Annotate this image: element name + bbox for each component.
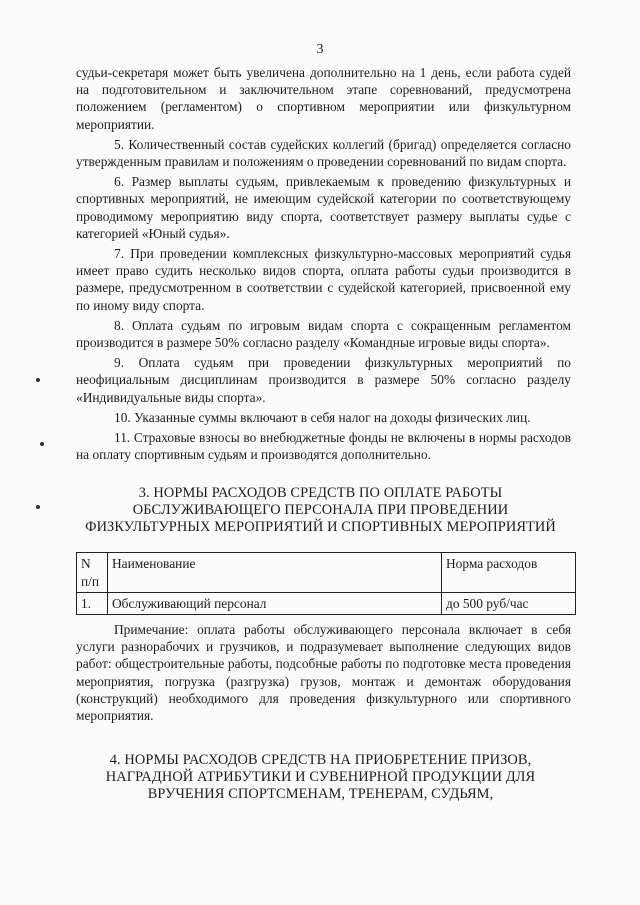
table-header-cell: Норма расходов bbox=[442, 553, 576, 592]
paragraph-9: 9. Оплата судьям при проведении физкультурных мероприятий по неофициальным дисциплинам производится в размере 50% согласно разделу «Индивидуальные виды спорта». bbox=[76, 355, 571, 405]
section-3-heading: 3. НОРМЫ РАСХОДОВ СРЕДСТВ ПО ОПЛАТЕ РАБОТЫ ОБСЛУЖИВАЮЩЕГО ПЕРСОНАЛА ПРИ ПРОВЕДЕНИИ ФИЗКУЛЬТУРНЫХ МЕРОПРИЯТИЙ И СПОРТИВНЫХ МЕРОПРИЯТИЙ bbox=[85, 485, 556, 536]
paragraph-7: 7. При проведении комплексных физкультурно-массовых мероприятий судья имеет право судить несколько видов спорта, оплата работы судьи производится в размере, предусмотренном в соответствии с судейской категорией, присвоенной ему по иному виду спорта. bbox=[76, 246, 571, 313]
paragraph-11: 11. Страховые взносы во внебюджетные фонды не включены в нормы расходов на оплату спортивным судьям и производятся дополнительно. bbox=[76, 430, 571, 463]
paragraph-continuation: судьи-секретаря может быть увеличена дополнительно на 1 день, если работа судей на подготовительном и заключительном этапе соревнований, предусмотрена положением (регламентом) о спортивном мероприятии или физкультурном мероприятии. bbox=[76, 65, 571, 132]
norms-table bbox=[76, 552, 576, 615]
paragraph-5: 5. Количественный состав судейских коллегий (бригад) определяется согласно утвержденным правилам и положениям о проведении соревнований по видам спорта. bbox=[76, 136, 571, 170]
table-cell: до 500 руб/час bbox=[442, 592, 576, 614]
document-body bbox=[76, 64, 571, 819]
page-number: 3 bbox=[316, 42, 324, 57]
paragraph-6: 6. Размер выплаты судьям, привлекаемым к проведению физкультурных и спортивных мероприятий, не имеющим судейской категории по соответствующему проводимому мероприятию виду спорта, соответствует размеру выплаты судье с категорией «Юный судья». bbox=[76, 174, 571, 241]
table-note: Примечание: оплата работы обслуживающего персонала включает в себя услуги разнорабочих и грузчиков, и подразумевает выполнение следующих видов работ: общестроительные работы, подсобные работы по подготовке места проведения мероприятия, погрузка (разгрузка) грузов, монтаж и демонтаж оборудования (конструкций) необходимого для проведения физкультурного или спортивного мероприятия. bbox=[76, 622, 571, 724]
table-cell: 1. bbox=[77, 592, 108, 614]
paragraph-10: 10. Указанные суммы включают в себя налог на доходы физических лиц. bbox=[114, 409, 531, 425]
margin-mark bbox=[40, 442, 44, 446]
margin-mark bbox=[36, 378, 40, 382]
section-4-heading: 4. НОРМЫ РАСХОДОВ СРЕДСТВ НА ПРИОБРЕТЕНИЕ ПРИЗОВ, НАГРАДНОЙ АТРИБУТИКИ И СУВЕНИРНОЙ ПРОДУКЦИИ ДЛЯ ВРУЧЕНИЯ СПОРТСМЕНАМ, ТРЕНЕРАМ, СУДЬЯМ, bbox=[105, 752, 536, 803]
table-header-cell: N п/п bbox=[77, 553, 108, 592]
table-row bbox=[77, 592, 576, 614]
table-header-cell: Наименование bbox=[108, 553, 442, 592]
table-header-row bbox=[77, 553, 576, 592]
table-cell: Обслуживающий персонал bbox=[108, 592, 442, 614]
paragraph-8: 8. Оплата судьям по игровым видам спорта с сокращенным регламентом производится в размере 50% согласно разделу «Командные игровые виды спорта». bbox=[76, 317, 571, 351]
margin-mark bbox=[36, 505, 40, 509]
